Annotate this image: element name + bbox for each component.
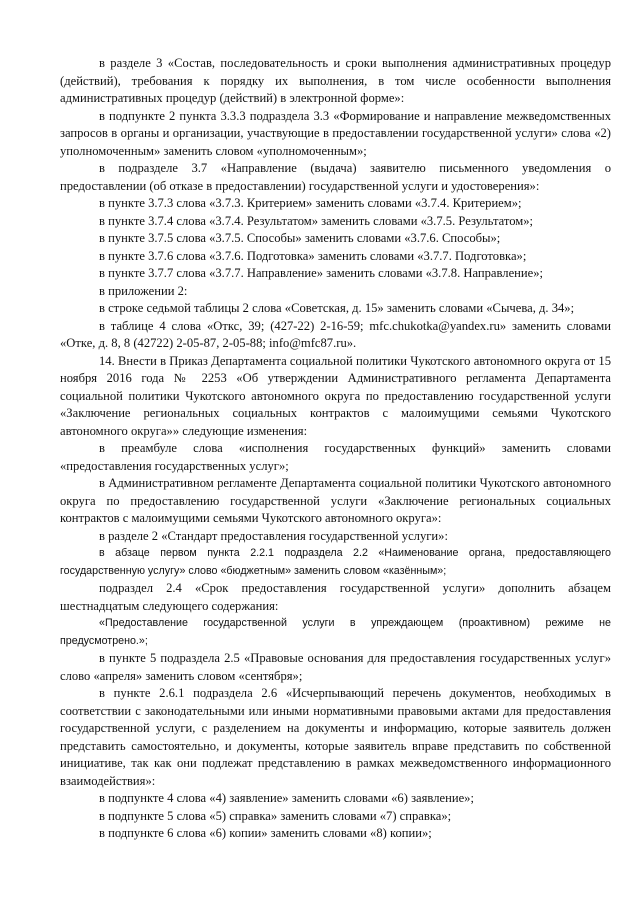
paragraph-table-4: в таблице 4 слова «Откс, 39; (427-22) 2-16-59; mfc.chukotka@yandex.ru» заменить словами «Отке, д. 8, 8 (42722) 2-05-87, 2-05-88; info@mfc87.ru». — [60, 318, 611, 350]
paragraph-item-3-7-5: в пункте 3.7.5 слова «3.7.5. Способы» заменить словами «3.7.6. Способы»; — [99, 231, 501, 245]
paragraph-appendix-2: в приложении 2: — [99, 283, 188, 298]
paragraph-subsection-2-4: подраздел 2.4 «Срок предоставления государственной услуги» дополнить абзацем шестнадцатым следующего содержания: — [60, 581, 611, 613]
paragraph-item-3-7-4: в пункте 3.7.4 слова «3.7.4. Результатом» заменить словами «3.7.5. Результатом»; — [99, 213, 534, 228]
paragraph-preamble: в преамбуле слова «исполнения государственных функций» заменить словами «предоставления государственных услуг»; — [60, 441, 611, 473]
paragraph-proactive-quote: «Предоставление государственной услуги в упреждающем (проактивном) режиме не предусмотрено.»; — [60, 617, 611, 647]
paragraph-item-2-2-1: в абзаце первом пункта 2.2.1 подраздела 2.2 «Наименование органа, предоставляющего государственную услугу» слово «бюджетным» заменить словом «казённым»; — [60, 547, 611, 577]
paragraph-item-14: 14. Внести в Приказ Департамента социальной политики Чукотского автономного округа от 15 ноября 2016 года № 2253 «Об утверждении Административного регламента Департамента социальной политики Чукотского автономного округа по предоставлению государственной услуги «Заключение региональных социальных контрактов с малоимущими семьями Чукотского автономного округа»» следующие изменения: — [60, 353, 611, 438]
paragraph-subsection-2-5: в пункте 5 подраздела 2.5 «Правовые основания для предоставления государственных услуг» слово «апреля» заменить словом «сентября»; — [60, 651, 611, 683]
paragraph-subitem-6: в подпункте 6 слова «6) копии» заменить словами «8) копии»; — [99, 826, 432, 840]
paragraph-table-2-row-7: в строке седьмой таблицы 2 слова «Советская, д. 15» заменить словами «Сычева, д. 34»; — [99, 301, 575, 315]
paragraph-subitem-5: в подпункте 5 слова «5) справка» заменить словами «7) справка»; — [99, 808, 452, 823]
paragraph-subitem-4: в подпункте 4 слова «4) заявление» заменить словами «6) заявление»; — [99, 791, 474, 805]
paragraph-item-3-7-6: в пункте 3.7.6 слова «3.7.6. Подготовка» заменить словами «3.7.7. Подготовка»; — [99, 248, 527, 263]
paragraph-section-3: в разделе 3 «Состав, последовательность и сроки выполнения административных процедур (действий), требования к порядку их выполнения, в том числе особенности выполнения административных процедур (действий) в электронной форме»: — [60, 56, 611, 105]
paragraph-section-2: в разделе 2 «Стандарт предоставления государственной услуги»: — [99, 528, 448, 543]
paragraph-item-2-6-1: в пункте 2.6.1 подраздела 2.6 «Исчерпывающий перечень документов, необходимых в соответствии с законодательными или иными нормативными правовыми актами для предоставления государственной услуги, с разделением на документы и информацию, которые заявитель должен представить самостоятельно, и документы, которые заявитель вправе представить по собственной инициативе, так как они подлежат представлению в рамках межведомственного информационного взаимодействия»: — [60, 686, 611, 788]
paragraph-item-3-7-3: в пункте 3.7.3 слова «3.7.3. Критерием» заменить словами «3.7.4. Критерием»; — [99, 196, 522, 210]
paragraph-subsection-3-7: в подразделе 3.7 «Направление (выдача) заявителю письменного уведомления о предоставлении (об отказе в предоставлении) государственной услуги и удостоверения»: — [60, 161, 611, 193]
paragraph-subitem-3-3-3: в подпункте 2 пункта 3.3.3 подраздела 3.3 «Формирование и направление межведомственных запросов в органы и организации, участвующие в предоставлении государственной услуги» слова «2) уполномоченным» заменить словом «уполномоченным»; — [60, 108, 611, 158]
paragraph-item-3-7-7: в пункте 3.7.7 слова «3.7.7. Направление» заменить словами «3.7.8. Направление»; — [99, 266, 544, 280]
document-page — [60, 55, 611, 843]
paragraph-admin-regulation: в Административном регламенте Департамента социальной политики Чукотского автономного округа по предоставлению государственной услуги «Заключение региональных социальных контрактов с малоимущими семьями Чукотского автономного округа»: — [60, 476, 611, 525]
